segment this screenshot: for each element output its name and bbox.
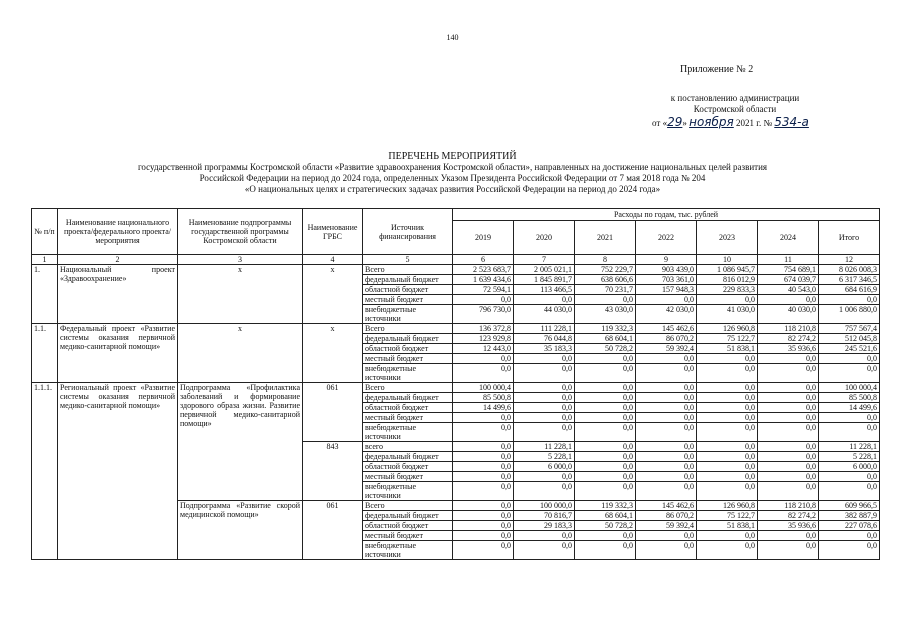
amount-cell: 816 012,9 <box>697 275 758 285</box>
table-row <box>32 324 880 334</box>
amount-cell: 0,0 <box>636 462 697 472</box>
amount-cell: 703 361,0 <box>636 275 697 285</box>
amount-cell: 0,0 <box>453 423 514 442</box>
row-number: 1.1. <box>32 324 58 383</box>
amount-cell: 0,0 <box>575 541 636 560</box>
source-cell: внебюджетные источники <box>363 305 453 324</box>
header-year: 2021 <box>575 221 636 255</box>
amount-cell: 0,0 <box>575 383 636 393</box>
amount-cell: 0,0 <box>514 531 575 541</box>
amount-cell: 42 030,0 <box>636 305 697 324</box>
amount-cell: 14 499,6 <box>453 403 514 413</box>
amount-cell: 0,0 <box>636 423 697 442</box>
amount-cell: 123 929,8 <box>453 334 514 344</box>
amount-cell: 0,0 <box>575 295 636 305</box>
amount-cell: 126 960,8 <box>697 501 758 511</box>
amount-cell: 2 523 683,7 <box>453 265 514 275</box>
amount-cell: 0,0 <box>636 531 697 541</box>
amount-cell: 75 122,7 <box>697 511 758 521</box>
amount-cell: 8 026 008,3 <box>819 265 880 275</box>
source-cell: областной бюджет <box>363 285 453 295</box>
amount-cell: 1 639 434,6 <box>453 275 514 285</box>
table-row <box>32 383 880 393</box>
amount-cell: 0,0 <box>453 541 514 560</box>
amount-cell: 0,0 <box>697 295 758 305</box>
amount-cell: 0,0 <box>819 482 880 501</box>
source-cell: Всего <box>363 265 453 275</box>
source-cell: внебюджетные источники <box>363 482 453 501</box>
title-line-3: Российской Федерации на период до 2024 года, определенных Указом Президента Российской Федерации от 7 мая 2018 года № 204 <box>199 173 706 183</box>
amount-cell: 119 332,3 <box>575 501 636 511</box>
amount-cell: 0,0 <box>575 364 636 383</box>
subprogram-name: Подпрограмма «Профилактика заболеваний и формирование здорового образа жизни. Развитие первичной медико-санитарной помощи» <box>178 383 303 501</box>
amount-cell: 638 606,6 <box>575 275 636 285</box>
amount-cell: 0,0 <box>758 541 819 560</box>
amount-cell: 0,0 <box>514 413 575 423</box>
amount-cell: 70 231,7 <box>575 285 636 295</box>
decree-year: 2021 г. № <box>736 118 773 128</box>
amount-cell: 43 030,0 <box>575 305 636 324</box>
document-title <box>0 151 905 195</box>
decree-number: 534-а <box>774 115 809 129</box>
amount-cell: 0,0 <box>453 531 514 541</box>
header-year: 2023 <box>697 221 758 255</box>
amount-cell: 12 443,0 <box>453 344 514 354</box>
amount-cell: 1 845 891,7 <box>514 275 575 285</box>
project-name: Региональный проект «Развитие системы оказания первичной медико-санитарной помощи» <box>58 383 178 560</box>
source-cell: внебюджетные источники <box>363 364 453 383</box>
amount-cell: 0,0 <box>636 354 697 364</box>
header-year: 2024 <box>758 221 819 255</box>
amount-cell: 0,0 <box>758 472 819 482</box>
header-project: Наименование национального проекта/федерального проекта/мероприятия <box>58 209 178 255</box>
amount-cell: 0,0 <box>636 393 697 403</box>
amount-cell: 0,0 <box>758 364 819 383</box>
decree-month: ноября <box>689 115 734 129</box>
amount-cell: 0,0 <box>575 531 636 541</box>
amount-cell: 0,0 <box>514 383 575 393</box>
header-source: Источник финансирования <box>363 209 453 255</box>
amount-cell: 0,0 <box>514 354 575 364</box>
amount-cell: 126 960,8 <box>697 324 758 334</box>
grbs-code: х <box>303 324 363 383</box>
column-index: 12 <box>819 255 880 265</box>
amount-cell: 51 838,1 <box>697 521 758 531</box>
amount-cell: 0,0 <box>453 501 514 511</box>
amount-cell: 41 030,0 <box>697 305 758 324</box>
subprogram-name: х <box>178 324 303 383</box>
subprogram-name: х <box>178 265 303 324</box>
amount-cell: 119 332,3 <box>575 324 636 334</box>
amount-cell: 0,0 <box>575 452 636 462</box>
source-cell: Всего <box>363 501 453 511</box>
amount-cell: 118 210,8 <box>758 324 819 334</box>
amount-cell: 0,0 <box>636 413 697 423</box>
amount-cell: 75 122,7 <box>697 334 758 344</box>
amount-cell: 796 730,0 <box>453 305 514 324</box>
amount-cell: 0,0 <box>758 442 819 452</box>
source-cell: местный бюджет <box>363 295 453 305</box>
amount-cell: 0,0 <box>636 442 697 452</box>
amount-cell: 0,0 <box>453 442 514 452</box>
source-cell: местный бюджет <box>363 472 453 482</box>
amount-cell: 50 728,2 <box>575 344 636 354</box>
row-number: 1.1.1. <box>32 383 58 560</box>
amount-cell: 0,0 <box>758 383 819 393</box>
amount-cell: 35 183,3 <box>514 344 575 354</box>
source-cell: федеральный бюджет <box>363 275 453 285</box>
header-year: 2022 <box>636 221 697 255</box>
amount-cell: 0,0 <box>758 423 819 442</box>
amount-cell: 0,0 <box>575 423 636 442</box>
amount-cell: 50 728,2 <box>575 521 636 531</box>
amount-cell: 0,0 <box>575 403 636 413</box>
amount-cell: 0,0 <box>697 472 758 482</box>
amount-cell: 0,0 <box>453 354 514 364</box>
amount-cell: 0,0 <box>697 354 758 364</box>
amount-cell: 0,0 <box>453 511 514 521</box>
amount-cell: 0,0 <box>575 393 636 403</box>
table-row <box>32 265 880 275</box>
amount-cell: 609 966,5 <box>819 501 880 511</box>
amount-cell: 245 521,6 <box>819 344 880 354</box>
amount-cell: 100 000,4 <box>453 383 514 393</box>
header-year: 2020 <box>514 221 575 255</box>
header-row-1 <box>32 209 880 221</box>
column-index: 9 <box>636 255 697 265</box>
amount-cell: 35 936,6 <box>758 521 819 531</box>
amount-cell: 59 392,4 <box>636 521 697 531</box>
header-expenses: Расходы по годам, тыс. рублей <box>453 209 880 221</box>
amount-cell: 227 078,6 <box>819 521 880 531</box>
amount-cell: 0,0 <box>819 364 880 383</box>
amount-cell: 229 833,3 <box>697 285 758 295</box>
amount-cell: 754 689,1 <box>758 265 819 275</box>
amount-cell: 0,0 <box>697 364 758 383</box>
amount-cell: 0,0 <box>514 472 575 482</box>
amount-cell: 0,0 <box>514 403 575 413</box>
amount-cell: 752 229,7 <box>575 265 636 275</box>
amount-cell: 0,0 <box>819 472 880 482</box>
amount-cell: 0,0 <box>636 364 697 383</box>
project-name: Федеральный проект «Развитие системы оказания первичной медико-санитарной помощи» <box>58 324 178 383</box>
column-index: 11 <box>758 255 819 265</box>
source-cell: областной бюджет <box>363 521 453 531</box>
amount-cell: 674 039,7 <box>758 275 819 285</box>
decree-reference <box>620 93 850 115</box>
amount-cell: 0,0 <box>758 531 819 541</box>
source-cell: федеральный бюджет <box>363 452 453 462</box>
title-line-2: государственной программы Костромской области «Развитие здравоохранения Костромской области», направленных на достижение национальных целей развития <box>137 162 768 172</box>
amount-cell: 11 228,1 <box>514 442 575 452</box>
amount-cell: 0,0 <box>575 413 636 423</box>
amount-cell: 0,0 <box>819 413 880 423</box>
amount-cell: 157 948,3 <box>636 285 697 295</box>
amount-cell: 0,0 <box>575 442 636 452</box>
amount-cell: 0,0 <box>453 413 514 423</box>
source-cell: федеральный бюджет <box>363 334 453 344</box>
amount-cell: 0,0 <box>758 462 819 472</box>
grbs-code: 061 <box>303 383 363 442</box>
amount-cell: 40 030,0 <box>758 305 819 324</box>
decree-line-2: Костромской области <box>693 104 777 114</box>
amount-cell: 5 228,1 <box>819 452 880 462</box>
decree-line-1: к постановлению администрации <box>670 93 800 103</box>
amount-cell: 11 228,1 <box>819 442 880 452</box>
source-cell: областной бюджет <box>363 403 453 413</box>
grbs-code: 843 <box>303 442 363 501</box>
project-name: Национальный проект «Здравоохранение» <box>58 265 178 324</box>
source-cell: федеральный бюджет <box>363 393 453 403</box>
header-grbs: Наименование ГРБС <box>303 209 363 255</box>
amount-cell: 903 439,0 <box>636 265 697 275</box>
column-index: 2 <box>58 255 178 265</box>
amount-cell: 0,0 <box>697 393 758 403</box>
amount-cell: 0,0 <box>819 354 880 364</box>
amount-cell: 382 887,9 <box>819 511 880 521</box>
amount-cell: 0,0 <box>697 462 758 472</box>
amount-cell: 76 044,8 <box>514 334 575 344</box>
source-cell: местный бюджет <box>363 413 453 423</box>
amount-cell: 100 000,4 <box>819 383 880 393</box>
amount-cell: 0,0 <box>636 403 697 413</box>
amount-cell: 40 543,0 <box>758 285 819 295</box>
amount-cell: 136 372,8 <box>453 324 514 334</box>
amount-cell: 0,0 <box>697 442 758 452</box>
header-year: 2019 <box>453 221 514 255</box>
amount-cell: 0,0 <box>697 452 758 462</box>
amount-cell: 44 030,0 <box>514 305 575 324</box>
amount-cell: 113 466,5 <box>514 285 575 295</box>
amount-cell: 68 604,1 <box>575 334 636 344</box>
source-cell: внебюджетные источники <box>363 423 453 442</box>
amount-cell: 6 000,0 <box>819 462 880 472</box>
amount-cell: 0,0 <box>575 482 636 501</box>
amount-cell: 0,0 <box>758 413 819 423</box>
amount-cell: 0,0 <box>636 541 697 560</box>
amount-cell: 29 183,3 <box>514 521 575 531</box>
amount-cell: 0,0 <box>453 472 514 482</box>
amount-cell: 35 936,6 <box>758 344 819 354</box>
amount-cell: 0,0 <box>514 482 575 501</box>
amount-cell: 145 462,6 <box>636 324 697 334</box>
amount-cell: 0,0 <box>758 452 819 462</box>
column-index: 3 <box>178 255 303 265</box>
amount-cell: 68 604,1 <box>575 511 636 521</box>
amount-cell: 0,0 <box>453 462 514 472</box>
column-index: 6 <box>453 255 514 265</box>
amount-cell: 0,0 <box>758 482 819 501</box>
column-index: 4 <box>303 255 363 265</box>
amount-cell: 86 070,2 <box>636 334 697 344</box>
amount-cell: 0,0 <box>453 521 514 531</box>
amount-cell: 6 317 346,5 <box>819 275 880 285</box>
source-cell: местный бюджет <box>363 531 453 541</box>
amount-cell: 0,0 <box>514 295 575 305</box>
amount-cell: 0,0 <box>819 423 880 442</box>
amount-cell: 0,0 <box>697 541 758 560</box>
amount-cell: 70 816,7 <box>514 511 575 521</box>
amount-cell: 0,0 <box>697 423 758 442</box>
amount-cell: 0,0 <box>758 393 819 403</box>
amount-cell: 85 500,8 <box>819 393 880 403</box>
amount-cell: 0,0 <box>819 531 880 541</box>
amount-cell: 0,0 <box>758 403 819 413</box>
decree-day: 29 <box>667 115 683 129</box>
amount-cell: 0,0 <box>453 452 514 462</box>
amount-cell: 2 005 021,1 <box>514 265 575 275</box>
amount-cell: 111 228,1 <box>514 324 575 334</box>
amount-cell: 0,0 <box>453 295 514 305</box>
amount-cell: 0,0 <box>636 383 697 393</box>
amount-cell: 100 000,0 <box>514 501 575 511</box>
column-index-row <box>32 255 880 265</box>
amount-cell: 0,0 <box>575 462 636 472</box>
column-index: 8 <box>575 255 636 265</box>
column-index: 1 <box>32 255 58 265</box>
amount-cell: 51 838,1 <box>697 344 758 354</box>
amount-cell: 0,0 <box>697 482 758 501</box>
column-index: 7 <box>514 255 575 265</box>
amount-cell: 0,0 <box>819 541 880 560</box>
amount-cell: 0,0 <box>636 452 697 462</box>
decree-from: от « <box>652 118 668 128</box>
amount-cell: 0,0 <box>636 482 697 501</box>
amount-cell: 0,0 <box>453 482 514 501</box>
amount-cell: 0,0 <box>697 531 758 541</box>
amount-cell: 82 274,2 <box>758 334 819 344</box>
decree-date <box>652 115 809 129</box>
amount-cell: 0,0 <box>697 403 758 413</box>
amount-cell: 0,0 <box>514 541 575 560</box>
grbs-code: 061 <box>303 501 363 560</box>
amount-cell: 82 274,2 <box>758 511 819 521</box>
title-line-1: ПЕРЕЧЕНЬ МЕРОПРИЯТИЙ <box>388 151 517 162</box>
amount-cell: 72 594,1 <box>453 285 514 295</box>
table-body <box>32 255 880 560</box>
source-cell: федеральный бюджет <box>363 511 453 521</box>
source-cell: Всего <box>363 383 453 393</box>
amount-cell: 757 567,4 <box>819 324 880 334</box>
page-number: 140 <box>446 33 459 42</box>
decree-quote-close: » <box>682 118 687 128</box>
amount-cell: 85 500,8 <box>453 393 514 403</box>
amount-cell: 0,0 <box>697 383 758 393</box>
amount-cell: 0,0 <box>453 364 514 383</box>
amount-cell: 0,0 <box>636 295 697 305</box>
amount-cell: 0,0 <box>758 354 819 364</box>
measures-table <box>31 208 880 560</box>
amount-cell: 0,0 <box>575 354 636 364</box>
source-cell: местный бюджет <box>363 354 453 364</box>
amount-cell: 684 616,9 <box>819 285 880 295</box>
title-line-4: «О национальных целях и стратегических задачах развития Российской Федерации на период до 2024 года» <box>244 184 661 194</box>
amount-cell: 5 228,1 <box>514 452 575 462</box>
source-cell: внебюджетные источники <box>363 541 453 560</box>
amount-cell: 6 000,0 <box>514 462 575 472</box>
source-cell: областной бюджет <box>363 462 453 472</box>
source-cell: областной бюджет <box>363 344 453 354</box>
amount-cell: 145 462,6 <box>636 501 697 511</box>
amount-cell: 0,0 <box>514 393 575 403</box>
amount-cell: 86 070,2 <box>636 511 697 521</box>
amount-cell: 59 392,4 <box>636 344 697 354</box>
amount-cell: 0,0 <box>514 364 575 383</box>
header-total: Итого <box>819 221 880 255</box>
header-num: № п/п <box>32 209 58 255</box>
amount-cell: 0,0 <box>758 295 819 305</box>
amount-cell: 0,0 <box>514 423 575 442</box>
annex-label: Приложение № 2 <box>680 64 754 75</box>
amount-cell: 1 086 945,7 <box>697 265 758 275</box>
amount-cell: 0,0 <box>575 472 636 482</box>
amount-cell: 512 045,8 <box>819 334 880 344</box>
amount-cell: 1 006 880,0 <box>819 305 880 324</box>
amount-cell: 0,0 <box>636 472 697 482</box>
amount-cell: 118 210,8 <box>758 501 819 511</box>
source-cell: Всего <box>363 324 453 334</box>
header-subprogram: Наименование подпрограммы государственной программы Костромской области <box>178 209 303 255</box>
amount-cell: 0,0 <box>697 413 758 423</box>
column-index: 10 <box>697 255 758 265</box>
column-index: 5 <box>363 255 453 265</box>
source-cell: всего <box>363 442 453 452</box>
amount-cell: 14 499,6 <box>819 403 880 413</box>
subprogram-name: Подпрограмма «Развитие скорой медицинской помощи» <box>178 501 303 560</box>
row-number: 1. <box>32 265 58 324</box>
amount-cell: 0,0 <box>819 295 880 305</box>
grbs-code: х <box>303 265 363 324</box>
